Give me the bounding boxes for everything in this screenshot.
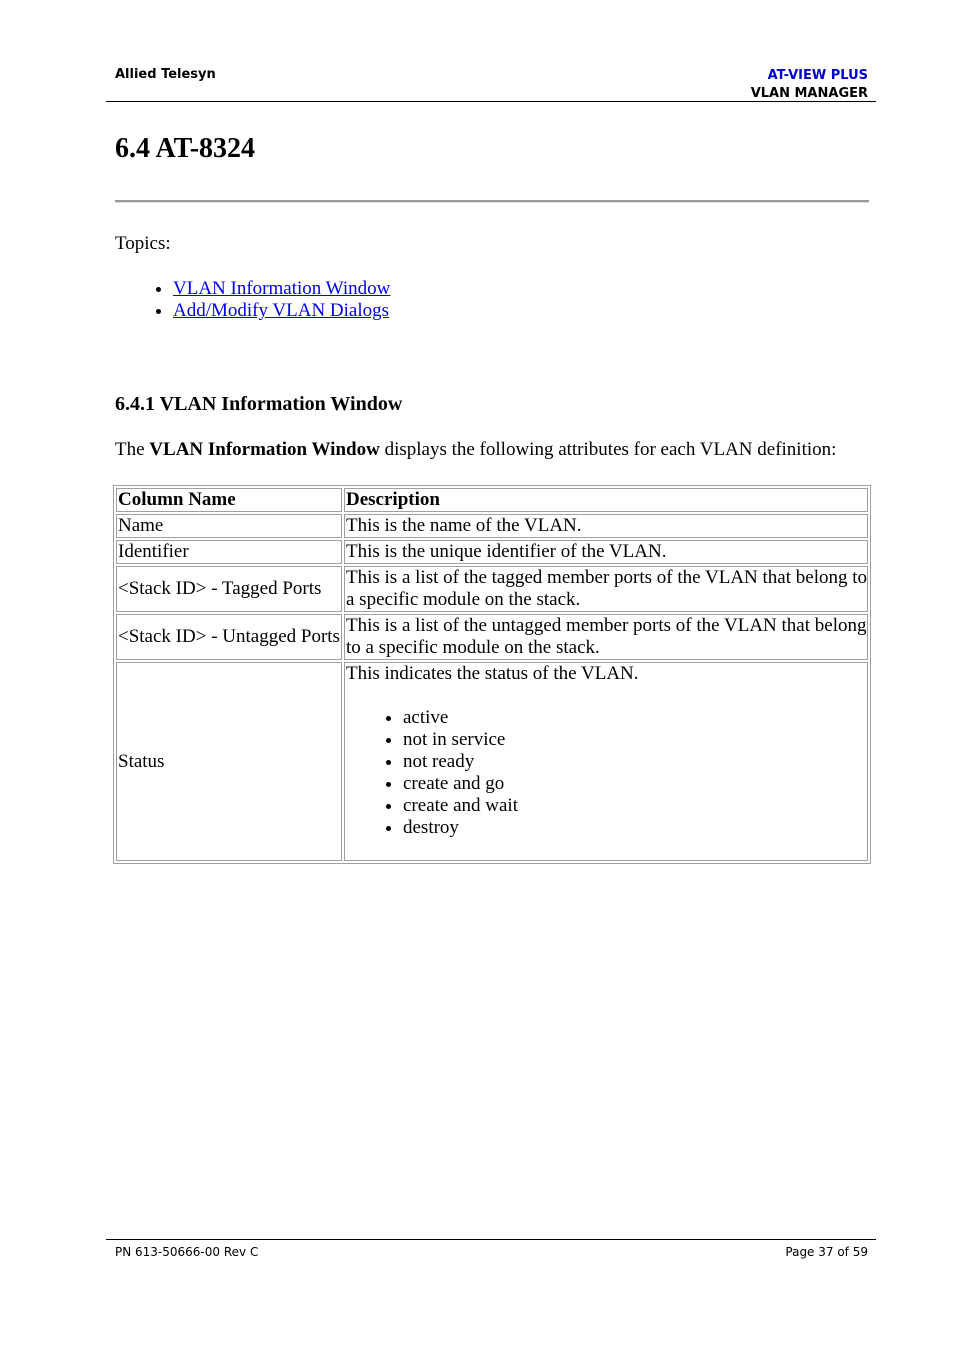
- footer-page-number: Page 37 of 59: [785, 1245, 868, 1259]
- table-cell-description: This is the name of the VLAN.: [344, 514, 868, 538]
- topic-item: [173, 300, 390, 322]
- table-row: [116, 566, 868, 612]
- table-header-row: [116, 488, 868, 512]
- intro-bold: VLAN Information Window: [149, 439, 380, 460]
- table-row-status: [116, 662, 868, 861]
- topics-list: [115, 278, 390, 322]
- header-company: Allied Telesyn: [115, 67, 216, 82]
- topic-item: [173, 278, 390, 300]
- status-value: • destroy: [403, 817, 867, 839]
- footer-divider: [106, 1239, 876, 1240]
- topic-link-vlan-information-window[interactable]: VLAN Information Window: [173, 278, 391, 299]
- status-value: • active: [403, 707, 867, 729]
- column-header: Description: [344, 488, 868, 512]
- attributes-table: [113, 485, 871, 864]
- section-heading: 6.4.1 VLAN Information Window: [115, 393, 403, 415]
- title-divider: [115, 200, 869, 203]
- topics-label: Topics:: [115, 233, 171, 254]
- table-cell-name: Status: [116, 662, 342, 861]
- table-row: [116, 514, 868, 538]
- header-product: AT-VIEW PLUS: [767, 68, 868, 83]
- status-value: • create and wait: [403, 795, 867, 817]
- status-value: • not ready: [403, 751, 867, 773]
- table-cell-description: [344, 662, 868, 861]
- topic-link-add-modify-vlan-dialogs[interactable]: Add/Modify VLAN Dialogs: [173, 300, 390, 321]
- intro-prefix: The: [115, 439, 150, 460]
- status-values-list: [346, 707, 867, 839]
- section-intro: [115, 439, 836, 461]
- footer-part-number: PN 613-50666-00 Rev C: [115, 1245, 259, 1259]
- header-module: VLAN MANAGER: [750, 86, 868, 101]
- table-cell-name: Name: [116, 514, 342, 538]
- page-title: 6.4 AT-8324: [115, 133, 256, 164]
- header-product-block: [751, 67, 868, 103]
- status-description: This indicates the status of the VLAN.: [346, 663, 639, 684]
- header-divider: [106, 101, 876, 102]
- table-cell-name: <Stack ID> - Tagged Ports: [116, 566, 342, 612]
- table-cell-name: Identifier: [116, 540, 342, 564]
- table-row: [116, 540, 868, 564]
- table-cell-description: This is a list of the tagged member ports of the VLAN that belong to a specific module on the stack.: [346, 567, 867, 610]
- table-cell-description: This is a list of the untagged member ports of the VLAN that belong to a specific module on the stack.: [346, 615, 867, 658]
- column-header: Column Name: [116, 488, 342, 512]
- status-value: • create and go: [403, 773, 867, 795]
- status-value: • not in service: [403, 729, 867, 751]
- table-row: [116, 614, 868, 660]
- table-cell-description: This is the unique identifier of the VLAN.: [344, 540, 868, 564]
- intro-suffix: displays the following attributes for each VLAN definition:: [379, 439, 837, 460]
- table-cell-name: <Stack ID> - Untagged Ports: [116, 614, 342, 660]
